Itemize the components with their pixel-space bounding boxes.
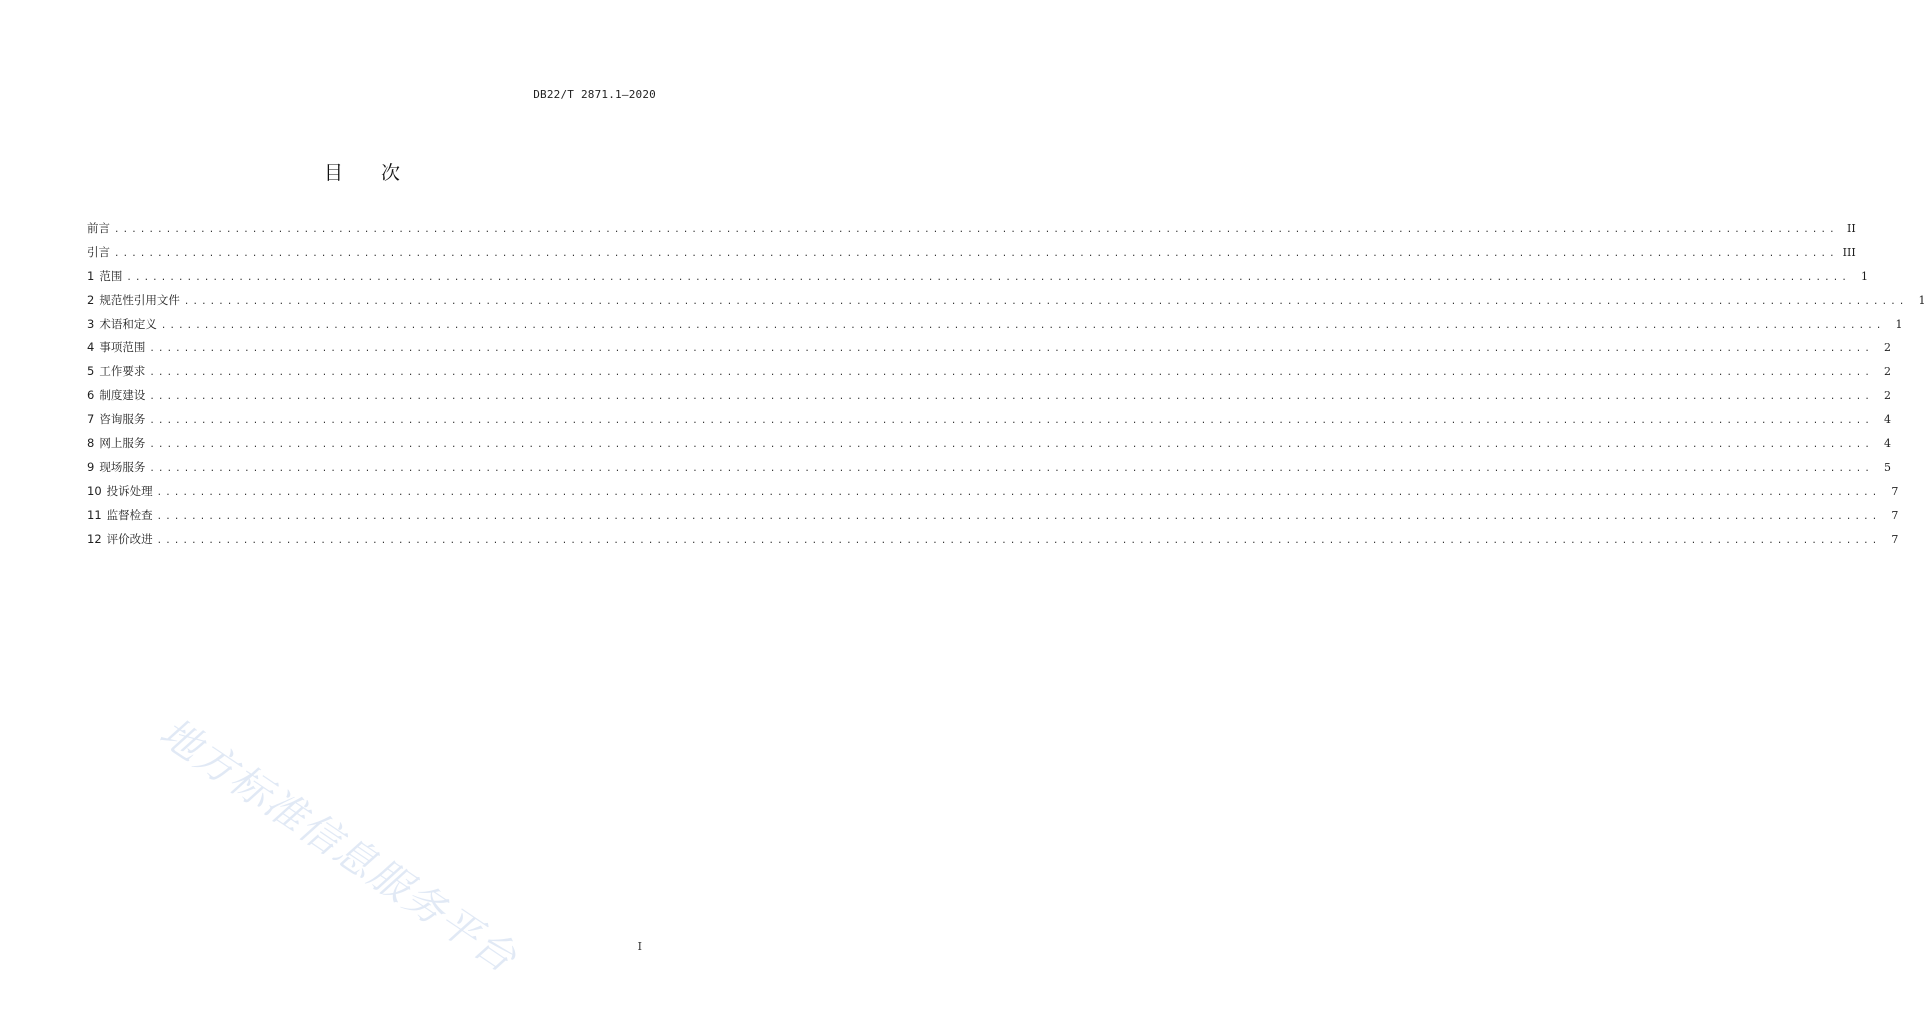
- toc-entry-number: 2: [87, 292, 95, 307]
- toc-entry-page: 1: [1895, 317, 1903, 331]
- watermark: 地方标准信息服务平台: [151, 709, 526, 983]
- toc-entry-number: 4: [87, 340, 95, 355]
- toc-entry-label: 事项范围: [99, 340, 146, 355]
- toc-dot-leader: ........................................................................................................................................................................................................: [126, 272, 1851, 283]
- toc-entry-number: 12: [87, 531, 102, 546]
- toc-dot-leader: ........................................................................................................................................................................................................: [149, 368, 1874, 379]
- toc-entry[interactable]: [87, 244, 1856, 268]
- toc-dot-leader: ........................................................................................................................................................................................................: [156, 535, 1881, 546]
- toc-dot-leader: ........................................................................................................................................................................................................: [114, 248, 1838, 259]
- toc-entry[interactable]: [87, 507, 1899, 531]
- page-number: I: [637, 940, 642, 953]
- toc-entry-number: 6: [87, 388, 95, 403]
- toc-entry[interactable]: [87, 292, 1926, 316]
- toc-entry-label: 咨询服务: [99, 412, 146, 427]
- toc-entry-page: 2: [1884, 365, 1892, 379]
- toc-entry-page: 4: [1884, 437, 1892, 451]
- toc-entry-label: 引言: [87, 244, 110, 259]
- toc-dot-leader: ........................................................................................................................................................................................................: [156, 511, 1881, 522]
- toc-entry-number: 9: [87, 459, 95, 474]
- toc-entry-number: 3: [87, 316, 95, 331]
- toc-dot-leader: ........................................................................................................................................................................................................: [183, 296, 1908, 307]
- toc-entry-label: 评价改进: [106, 531, 153, 546]
- toc-entry-page: 2: [1884, 389, 1892, 403]
- toc-dot-leader: ........................................................................................................................................................................................................: [160, 320, 1885, 331]
- toc-entry-label: 现场服务: [99, 459, 146, 474]
- toc-entry-page: 7: [1891, 532, 1899, 546]
- toc-dot-leader: ........................................................................................................................................................................................................: [149, 416, 1874, 427]
- toc-dot-leader: ........................................................................................................................................................................................................: [114, 225, 1838, 235]
- page-title: [0, 158, 724, 185]
- toc-entry[interactable]: [87, 220, 1856, 244]
- toc-entry-label: 监督检查: [106, 507, 153, 522]
- toc-entry[interactable]: [87, 387, 1892, 411]
- toc-entry[interactable]: [87, 459, 1892, 483]
- toc-entry-page: 7: [1891, 508, 1899, 522]
- toc-entry-number: 8: [87, 436, 95, 451]
- toc-entry[interactable]: [87, 483, 1899, 507]
- toc-entry[interactable]: [87, 531, 1899, 555]
- standard-code: DB22/T 2871.1—2020: [533, 88, 656, 101]
- toc-entry-number: 1: [87, 268, 95, 283]
- toc-entry[interactable]: [87, 363, 1892, 387]
- toc-entry-page: 1: [1861, 269, 1869, 283]
- toc-dot-leader: ........................................................................................................................................................................................................: [149, 440, 1874, 451]
- table-of-contents: [87, 220, 1926, 554]
- toc-entry-page: 5: [1884, 460, 1892, 474]
- toc-entry[interactable]: [87, 268, 1869, 292]
- toc-entry-label: 规范性引用文件: [99, 292, 180, 307]
- toc-entry-label: 范围: [99, 268, 123, 283]
- title-char-1: 目: [323, 162, 343, 184]
- toc-entry-number: 5: [87, 364, 95, 379]
- toc-dot-leader: ........................................................................................................................................................................................................: [149, 344, 1874, 355]
- toc-entry-page: 1: [1918, 293, 1926, 307]
- toc-entry[interactable]: [87, 339, 1892, 363]
- toc-entry-page: 7: [1891, 484, 1899, 498]
- toc-dot-leader: ........................................................................................................................................................................................................: [156, 487, 1881, 498]
- toc-entry-number: 10: [87, 483, 102, 498]
- toc-entry-label: 术语和定义: [99, 316, 157, 331]
- toc-entry[interactable]: [87, 411, 1892, 435]
- toc-dot-leader: ........................................................................................................................................................................................................: [149, 392, 1874, 403]
- toc-dot-leader: ........................................................................................................................................................................................................: [149, 463, 1874, 474]
- toc-entry-label: 前言: [87, 221, 110, 235]
- toc-entry-label: 投诉处理: [106, 483, 153, 498]
- toc-entry-page: II: [1847, 222, 1856, 235]
- toc-entry-label: 工作要求: [99, 364, 146, 379]
- toc-entry-number: 11: [87, 507, 102, 522]
- toc-entry-page: 4: [1884, 413, 1892, 427]
- title-char-2: 次: [381, 162, 401, 184]
- toc-entry[interactable]: [87, 316, 1903, 340]
- toc-entry-label: 制度建设: [99, 388, 146, 403]
- toc-entry-page: III: [1842, 245, 1856, 259]
- toc-entry-number: 7: [87, 412, 95, 427]
- toc-entry-label: 网上服务: [99, 436, 146, 451]
- toc-entry[interactable]: [87, 435, 1892, 459]
- toc-entry-page: 2: [1884, 341, 1892, 355]
